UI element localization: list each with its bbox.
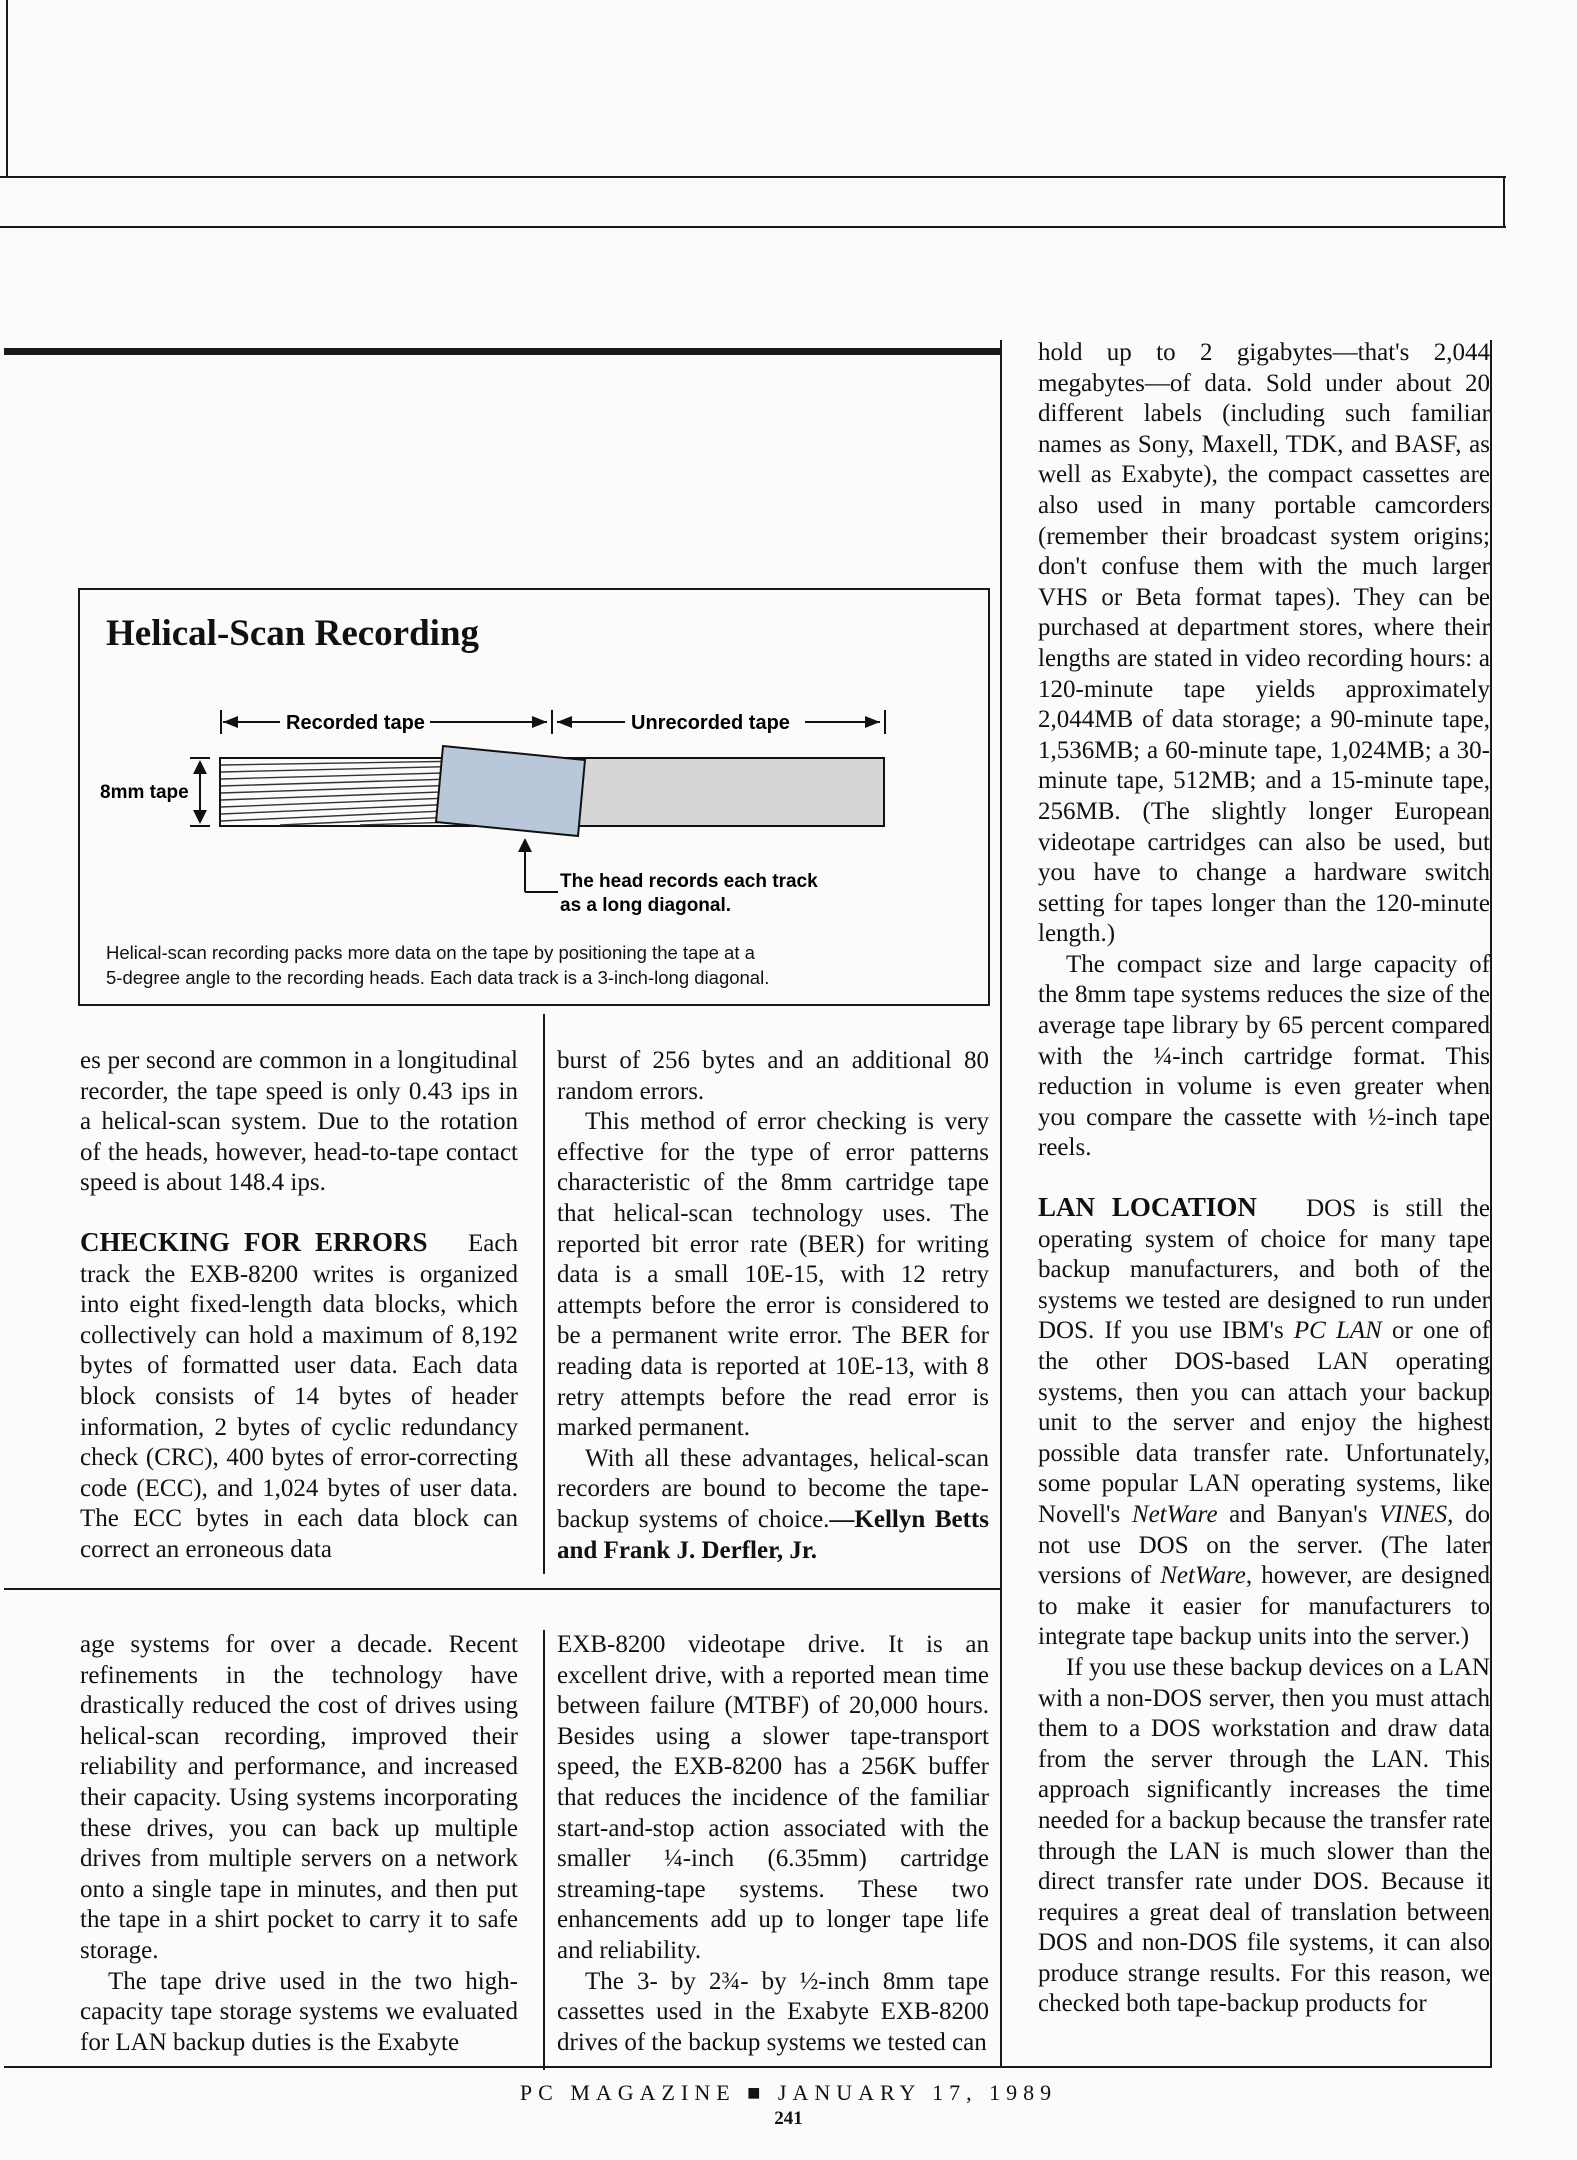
lower-left-column (80, 1630, 518, 2058)
upper-middle-column (557, 1046, 989, 1566)
product-name-netware: NetWare (1131, 1500, 1218, 1528)
recorded-tape-label: Recorded tape (286, 712, 425, 734)
callout-line-1: The head records each track (560, 871, 818, 892)
paragraph: If you use these backup devices on a LAN with a non-DOS server, then you must attach them to a DOS workstation and draw data from the server through the LAN. This approach significantly increases the time needed for a backup because the transfer rate through the LAN is much slower than the direct transfer rate under DOS. Because it requires a great deal of translation between DOS and non-DOS file systems, it can also produce strange results. For this reason, we checked both tape-backup products for (1038, 1653, 1490, 2018)
paragraph: es per second are common in a longitudinal recorder, the tape speed is only 0.43 ips in a helical-scan system. Due to the rotation of the heads, however, head-to-tape contact speed is about 148.4 ips. (80, 1047, 518, 1197)
figure-caption (106, 940, 966, 990)
upper-middle-column-divider (543, 1014, 545, 1574)
thick-section-rule (4, 348, 1002, 355)
unrecorded-tape-label: Unrecorded tape (631, 712, 790, 734)
paragraph (80, 1227, 518, 1566)
product-name-netware: NetWare (1160, 1562, 1246, 1590)
bottom-horizontal-rule (4, 2066, 1492, 2068)
paragraph: The 3- by 2¾- by ½-inch 8mm tape cassettes used in the Exabyte EXB-8200 drives of the backup systems we tested can (557, 1967, 989, 2056)
paragraph-text: and Banyan's (1217, 1500, 1380, 1528)
second-horizontal-rule (0, 226, 1506, 228)
top-right-vertical-rule (1503, 176, 1505, 228)
paragraph-text: Each track the EXB-8200 writes is organized into eight fixed-length data blocks, which collectively can hold a maximum of 8,192 bytes of formatted user data. Each data block consists of 14 bytes of header information, 2 bytes of cyclic redundancy check (CRC), 400 bytes of error-correcting code (ECC), and 1,024 bytes of user data. The ECC bytes in each data block can correct an erroneous data (80, 1229, 518, 1563)
author-byline: —Kellyn Betts and Frank J. Derfler, Jr. (557, 1505, 989, 1564)
paragraph (1038, 1192, 1490, 1653)
section-heading-lan-location: LAN LOCATION (1038, 1192, 1257, 1223)
top-left-vertical-rule (6, 0, 8, 178)
paragraph-text: , however, are designed to make it easier for manufacturers to integrate tape backup units into the server.) (1038, 1562, 1490, 1651)
right-column (1038, 338, 1490, 2020)
magazine-footer: PC MAGAZINE ■ JANUARY 17, 1989 (519, 2080, 1058, 2105)
paragraph-text: do not use DOS on the server. (The later versions of (1038, 1500, 1491, 1590)
caption-line-1: Helical-scan recording packs more data on the tape by positioning the tape at a (106, 942, 755, 963)
page-number: 241 (774, 2108, 803, 2129)
tape-width-label: 8mm tape (100, 782, 189, 803)
paragraph-text: or one of the other DOS-based LAN operating systems, then you can attach your backup unit to the server and enjoy the highest possible data transfer rate. Unfortunately, some popular LAN operating systems, like Novell's (1038, 1317, 1491, 1528)
paragraph (557, 1444, 989, 1566)
section-heading-checking-for-errors: CHECKING FOR ERRORS (80, 1226, 428, 1257)
paragraph: The compact size and large capacity of the 8mm tape systems reduces the size of the average tape library by 65 percent compared with the ¼-inch cartridge format. This reduction in volume is even greater when you compare the cassette with ½-inch tape reels. (1038, 950, 1490, 1162)
paragraph: This method of error checking is very effective for the type of error patterns characteristic of the 8mm cartridge tape that helical-scan technology uses. The reported bit error rate (BER) for writing data is a small 10E-15, with 12 retry attempts before the error is considered to be a permanent write error. The BER for reading data is reported at 10E-13, with 8 retry attempts before the read error is marked permanent. (557, 1108, 989, 1442)
paragraph-text: With all these advantages, helical-scan recorders are bound to become the tape-backup systems of choice. (557, 1444, 989, 1533)
callout-arrowhead (518, 838, 532, 852)
right-column-divider (1000, 340, 1002, 2068)
paragraph: age systems for over a decade. Recent refinements in the technology have drastically reduced the cost of drives using helical-scan recording, improved their reliability and performance, and increased their capacity. Using systems incorporating these drives, you can back up multiple drives from multiple servers on a network onto a single tape in minutes, and then put the tape in a shirt pocket to carry it to safe storage. (80, 1631, 518, 1964)
product-name-vines: VINES, (1379, 1500, 1454, 1528)
width-arrow-down (193, 810, 207, 824)
lower-middle-column-divider (543, 1630, 545, 2070)
mid-horizontal-rule (4, 1588, 1002, 1590)
callout-line-2: as a long diagonal. (560, 895, 732, 916)
paragraph: hold up to 2 gigabytes—that's 2,044 megabytes—of data. Sold under about 20 different labels (including such familiar names as Sony, Maxell, TDK, and BASF, as well as Exabyte), the compact cassettes are also used in many portable camcorders (remember their broadcast system origins; don't confuse them with the much larger VHS or Beta format tapes). They can be purchased at department stores, where their lengths are stated in video recording hours: a 120-minute tape yields approximately 2,044MB of data storage; a 90-minute tape, 1,536MB; a 60-minute tape, 1,024MB; a 30-minute tape, 512MB; and a 15-minute tape, 256MB. (The slightly longer European videotape cartridges can also be used, but you have to change a hardware switch setting for tapes longer than the 120-minute length.) (1038, 339, 1490, 948)
unrecorded-arrowhead-right (865, 716, 880, 728)
paragraph: burst of 256 bytes and an additional 80 random errors. (557, 1047, 989, 1105)
paragraph: The tape drive used in the two high-capacity tape storage systems we evaluated for LAN backup duties is the Exabyte (80, 1967, 518, 2056)
paragraph-text: DOS is still the operating system of choice for many tape backup manufacturers, and both of the systems we tested are designed to run under DOS. If you use IBM's (1038, 1195, 1491, 1345)
width-arrow-up (193, 760, 207, 774)
upper-left-column (80, 1046, 518, 1566)
right-outer-rule (1490, 340, 1492, 2068)
recorded-arrowhead-right (532, 716, 547, 728)
figure-title: Helical-Scan Recording (106, 613, 480, 654)
unrecorded-tape (635, 758, 884, 826)
recording-head (436, 746, 585, 836)
product-name-pc-lan: PC LAN (1293, 1317, 1382, 1345)
caption-line-2: 5-degree angle to the recording heads. Each data track is a 3-inch-long diagonal. (106, 967, 770, 988)
lower-middle-column (557, 1630, 989, 2058)
top-horizontal-rule (0, 176, 1506, 178)
recorded-arrowhead-left (223, 716, 238, 728)
paragraph: EXB-8200 videotape drive. It is an excellent drive, with a reported mean time between failure (MTBF) of 20,000 hours. Besides using a slower tape-transport speed, the EXB-8200 has a 256K buffer that reduces the incidence of the familiar start-and-stop action associated with the smaller ¼-inch (6.35mm) cartridge streaming-tape systems. These two enhancements add up to longer tape life and reliability. (557, 1631, 989, 1964)
helical-scan-figure (78, 588, 990, 1006)
